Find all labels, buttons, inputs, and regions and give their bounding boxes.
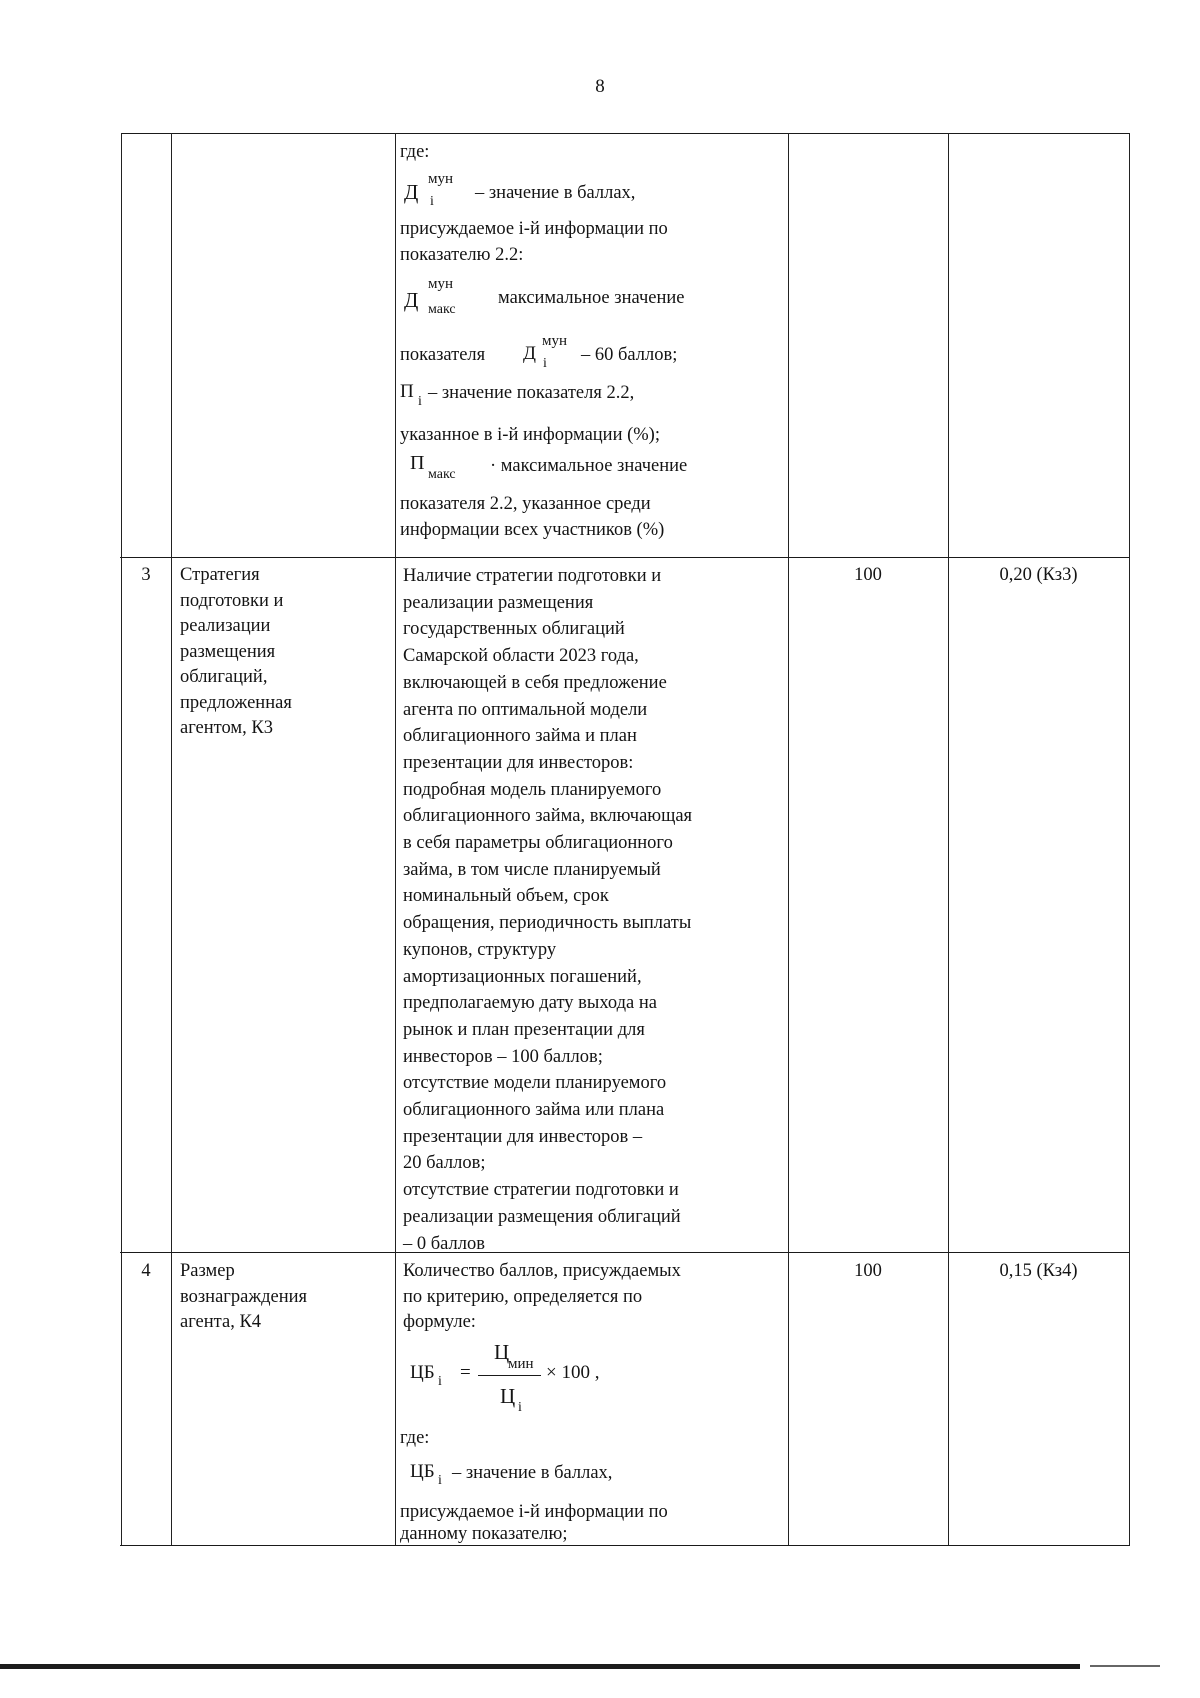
description-line: агента по оптимальной модели xyxy=(403,699,648,720)
p-symbol: П xyxy=(400,381,414,402)
where-label: где: xyxy=(400,1428,430,1448)
p-max-description-line: информации всех участников (%) xyxy=(400,520,665,540)
description-line: формуле: xyxy=(403,1312,476,1332)
description-line: реализации размещения облигаций xyxy=(403,1206,681,1227)
scan-edge-line xyxy=(1090,1665,1160,1667)
description-line: рынок и план презентации для xyxy=(403,1019,645,1040)
weight-coefficient: 0,20 (Кз3) xyxy=(999,565,1078,585)
cb-description: – значение в баллах, xyxy=(452,1463,613,1483)
c-symbol: Ц xyxy=(494,1340,510,1364)
column-divider xyxy=(948,133,949,1545)
formula-tail: × 100 , xyxy=(546,1362,600,1383)
description-line: отсутствие модели планируемого xyxy=(403,1073,667,1094)
criterion-name-line: облигаций, xyxy=(180,667,268,687)
mun-superscript: мун xyxy=(542,333,568,349)
min-subscript: мин xyxy=(508,1356,534,1372)
mun-superscript: мун xyxy=(428,171,454,187)
i-subscript: i xyxy=(438,1473,442,1488)
criterion-name-line: реализации xyxy=(180,616,271,636)
description-line: облигационного займа, включающая xyxy=(403,806,693,827)
page-number: 8 xyxy=(595,76,605,97)
d-max-description: максимальное значение xyxy=(498,288,685,308)
criterion-name-line: вознаграждения xyxy=(180,1286,308,1307)
column-divider xyxy=(395,133,396,1545)
description-line: по критерию, определяется по xyxy=(403,1286,643,1307)
scan-edge-line xyxy=(0,1664,1080,1669)
description-line: презентации для инвесторов – xyxy=(403,1126,643,1147)
description-line: презентации для инвесторов: xyxy=(403,752,634,773)
i-subscript: i xyxy=(430,194,434,209)
description-line: займа, в том числе планируемый xyxy=(403,859,661,880)
row-divider xyxy=(120,557,1130,558)
description-line: инвесторов – 100 баллов; xyxy=(403,1046,603,1067)
d-mun-description-line: показателю 2.2: xyxy=(400,245,524,265)
cb-description-line: присуждаемое i-й информации по xyxy=(400,1502,668,1522)
description-line: Самарской области 2023 года, xyxy=(403,646,639,667)
criterion-name-line: агентом, К3 xyxy=(180,718,273,738)
mun-superscript: мун xyxy=(428,276,454,292)
cb-description-line: данному показателю; xyxy=(400,1524,568,1544)
description-line: подробная модель планируемого xyxy=(403,779,662,800)
description-line: обращения, периодичность выплаты xyxy=(403,913,692,934)
fraction-bar xyxy=(478,1375,541,1376)
column-divider xyxy=(788,133,789,1545)
maks-subscript: макс xyxy=(428,302,456,317)
d-symbol: Д xyxy=(404,180,419,204)
criterion-name xyxy=(180,563,390,742)
max-score: 100 xyxy=(854,1261,882,1281)
d-symbol: Д xyxy=(404,288,419,312)
description-line: – 0 баллов xyxy=(403,1233,485,1254)
description-line: номинальный объем, срок xyxy=(403,886,609,907)
criterion-name xyxy=(180,1259,390,1336)
d-symbol: Д xyxy=(523,343,536,364)
criterion-description xyxy=(403,1259,783,1336)
d-max-description-line: показателя xyxy=(400,345,486,365)
description-line: в себя параметры облигационного xyxy=(403,833,673,854)
cb-symbol: ЦБ xyxy=(410,1461,435,1482)
description-line: облигационного займа и план xyxy=(403,726,637,747)
maks-subscript: макс xyxy=(428,467,456,482)
row-number: 3 xyxy=(141,565,151,585)
criterion-name-line: агента, К4 xyxy=(180,1312,262,1332)
p-i-description-line: указанное в i-й информации (%); xyxy=(400,425,660,445)
criterion-name-line: Размер xyxy=(180,1261,235,1281)
description-line: включающей в себя предложение xyxy=(403,672,667,693)
i-subscript: i xyxy=(418,394,422,409)
criterion-name-line: подготовки и xyxy=(180,590,284,611)
description-line: амортизационных погашений, xyxy=(403,966,642,987)
column-divider xyxy=(171,133,172,1545)
criterion-description xyxy=(403,563,783,1257)
table-top-border xyxy=(122,133,1130,134)
criterion-name-line: предложенная xyxy=(180,692,292,713)
d-mun-description-line: присуждаемое i-й информации по xyxy=(400,219,668,239)
description-line: государственных облигаций xyxy=(403,619,625,640)
description-line: отсутствие стратегии подготовки и xyxy=(403,1180,679,1201)
c-symbol: Ц xyxy=(500,1384,516,1408)
weight-coefficient: 0,15 (Кз4) xyxy=(999,1261,1078,1281)
where-label: где: xyxy=(400,142,430,162)
description-line: купонов, структуру xyxy=(403,939,557,960)
description-line: Количество баллов, присуждаемых xyxy=(403,1261,681,1281)
table-right-border xyxy=(1129,133,1130,1545)
table-bottom-border xyxy=(120,1545,1130,1546)
criterion-name-line: размещения xyxy=(180,641,276,662)
p-symbol: П xyxy=(410,452,425,474)
description-line: предполагаемую дату выхода на xyxy=(403,993,657,1014)
description-line: облигационного займа или плана xyxy=(403,1100,665,1121)
i-subscript: i xyxy=(438,1374,442,1389)
description-line: 20 баллов; xyxy=(403,1153,486,1174)
equals-sign: = xyxy=(460,1362,471,1383)
table-left-border xyxy=(121,133,122,1545)
row-number: 4 xyxy=(141,1261,151,1281)
d-mun-description: – значение в баллах, xyxy=(475,183,636,203)
criterion-name-line: Стратегия xyxy=(180,565,260,585)
cb-symbol: ЦБ xyxy=(410,1362,435,1383)
p-max-description-line: показателя 2.2, указанное среди xyxy=(400,494,651,514)
description-line: реализации размещения xyxy=(403,592,594,613)
p-max-description: · максимальное значение xyxy=(490,456,688,476)
p-i-description: – значение показателя 2.2, xyxy=(428,383,635,403)
i-subscript: i xyxy=(543,356,547,371)
description-line: Наличие стратегии подготовки и xyxy=(403,566,662,586)
max-score: 100 xyxy=(854,565,882,585)
d-max-description-line: – 60 баллов; xyxy=(581,345,678,365)
i-subscript: i xyxy=(518,1400,522,1415)
